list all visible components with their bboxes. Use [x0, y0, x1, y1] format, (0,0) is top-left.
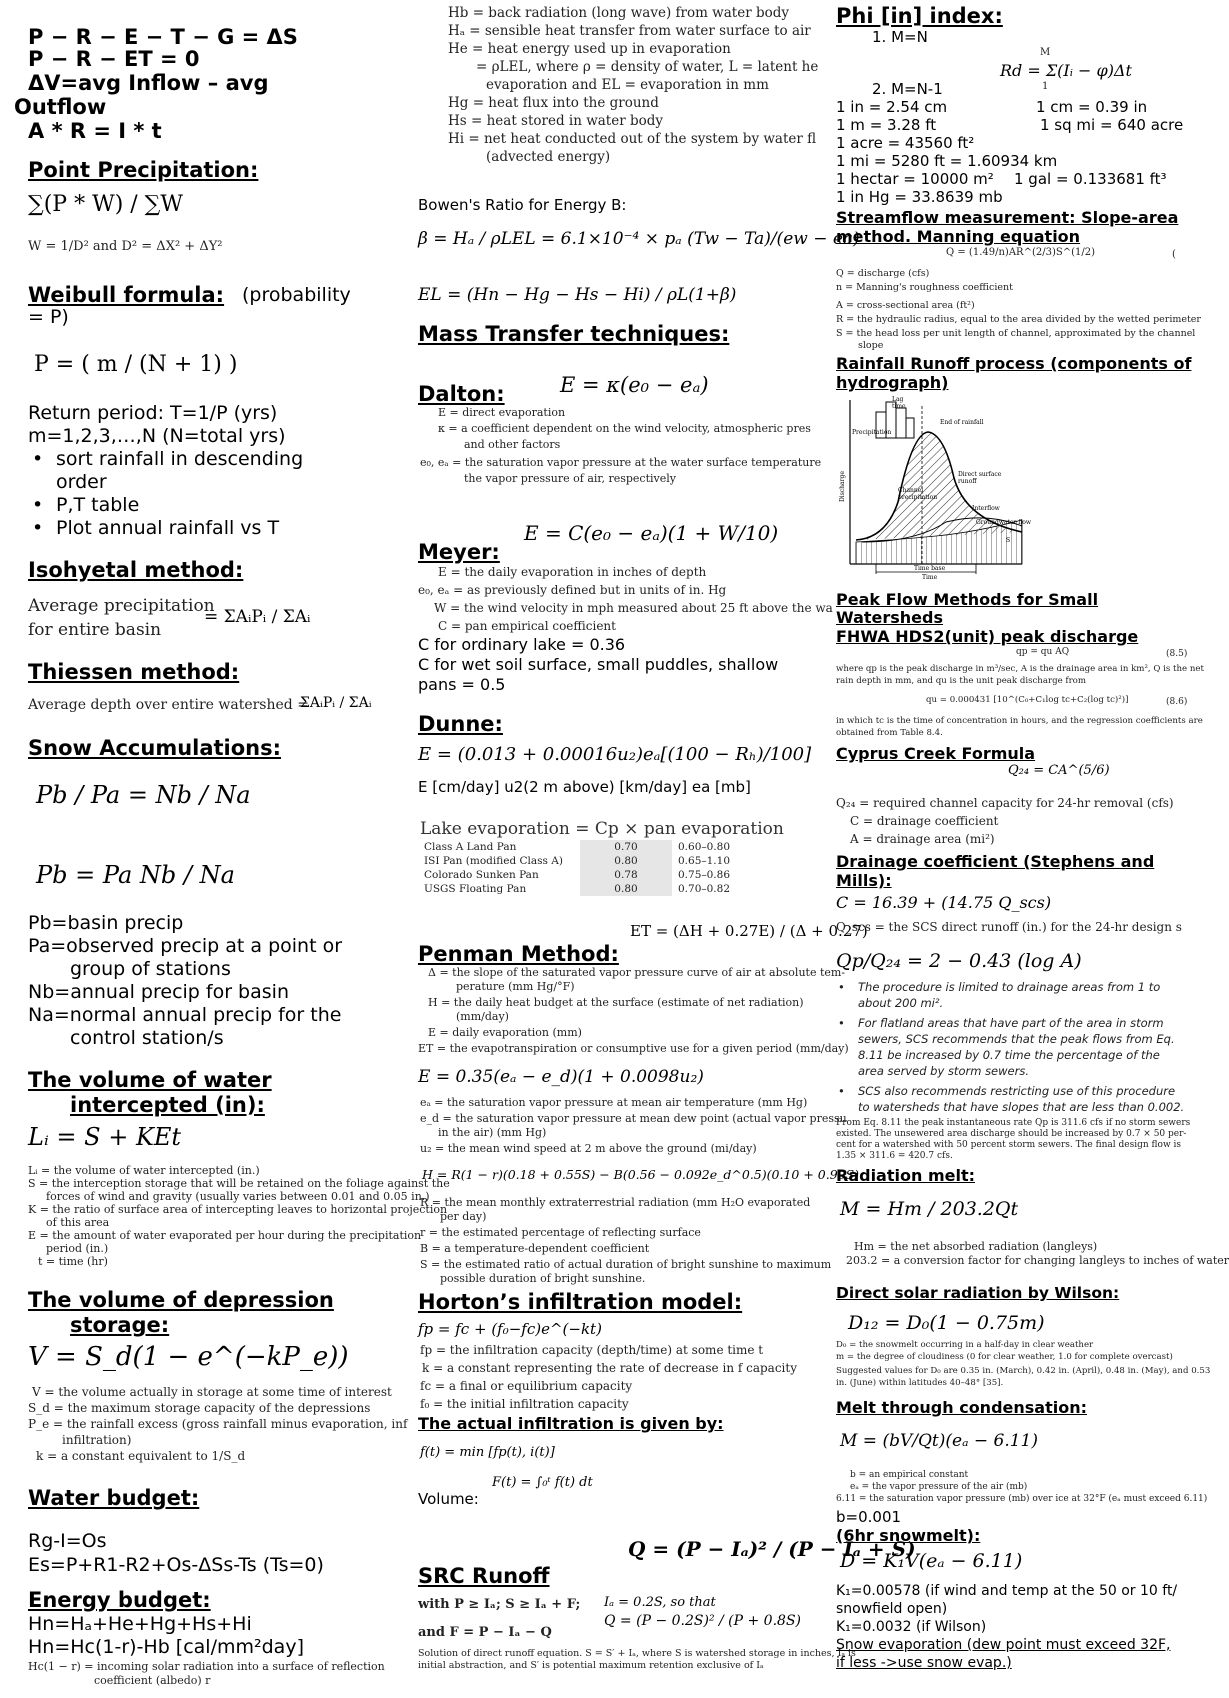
dunne-eq: E = (0.013 + 0.00016u₂)eₐ[(100 − Rₕ)/100]: [418, 744, 812, 765]
pan-range-cell: 0.75–0.86: [678, 869, 731, 881]
intercept-eq: Lᵢ = S + KEt: [28, 1123, 182, 1151]
point-precip-weight: W = 1/D² and D² = ΔX² + ΔY²: [28, 239, 223, 254]
hydro-label-channel: Channel: [898, 487, 924, 494]
bullet-dot: •: [32, 517, 44, 539]
wilson-title: Direct solar radiation by Wilson:: [836, 1284, 1120, 1302]
intercept-def-1: S = the interception storage that will be retained on the foliage against the: [28, 1177, 450, 1190]
snow-def-pa: Pa=observed precip at a point or: [28, 935, 343, 957]
manning-def-3: R = the hydraulic radius, equal to the area divided by the wetted perimeter: [836, 314, 1201, 325]
drain-bullet-2c: 8.11 be increased by 0.7 time the percentage of the: [858, 1048, 1160, 1062]
drain-example-3: cent for a watershed with 50 percent storm sewers. The final design flow is: [836, 1140, 1182, 1150]
weibull-bullet-2: P,T table: [56, 494, 140, 516]
point-precip-eq: ∑(P * W) / ∑W: [28, 192, 183, 217]
manning-eq: Q = (1.49/n)AR^(2/3)S^(1/2): [946, 247, 1095, 258]
dalton-def-3: e₀, eₐ = the saturation vapor pressure at the water surface temperature: [420, 456, 822, 469]
k-line-2: K₁=0.0032 (if Wilson): [836, 1619, 987, 1635]
penman-def3-5: possible duration of bright sunshine.: [440, 1272, 646, 1285]
hydro-label-time: Time: [922, 574, 938, 581]
fhwa-text2-1: in which tc is the time of concentration in hours, and the regression coefficients are: [836, 716, 1203, 726]
water-balance-eq-3: ΔV=avg Inflow – avg: [28, 71, 269, 95]
thiessen-title: Thiessen method:: [28, 660, 240, 684]
water-balance-eq-3b: Outflow: [14, 95, 107, 119]
b-value: b=0.001: [836, 1508, 902, 1526]
penman-def2-3: u₂ = the mean wind speed at 2 m above the ground (mi/day): [420, 1142, 757, 1155]
hydro-label-interflow: Interflow: [972, 505, 1000, 512]
drain-bullet-2b: sewers, SCS recommends that the peak flows from Eq.: [858, 1032, 1175, 1046]
phi-item-1: 1. M=N: [872, 28, 928, 46]
wilson-def-1: m = the degree of cloudiness (0 for clear weather, 1.0 for complete overcast): [836, 1352, 1173, 1362]
energy-def-hs: Hs = heat stored in water body: [448, 113, 664, 129]
horton-title: Horton’s infiltration model:: [418, 1290, 743, 1314]
hydro-label-end: End of rainfall: [940, 419, 984, 426]
snow-eq-1: Pb / Pa = Nb / Na: [36, 781, 251, 809]
meyer-def-2: W = the wind velocity in mph measured about 25 ft above the wa: [434, 601, 833, 615]
energy-def-hb: Hb = back radiation (long wave) from water body: [448, 5, 789, 21]
condensation-def-0: b = an empirical constant: [850, 1470, 969, 1480]
intercept-def-0: Lᵢ = the volume of water intercepted (in.): [28, 1164, 260, 1177]
thiessen-eq: ΣAᵢPᵢ / ΣAᵢ: [300, 695, 372, 711]
pan-avg-cell: 0.80: [580, 882, 672, 896]
weibull-bullet-1: sort rainfall in descending: [56, 448, 304, 470]
meyer-eq: E = C(e₀ − eₐ)(1 + W/10): [524, 521, 779, 545]
manning-def-5: slope: [858, 340, 884, 351]
conv-inhg: 1 in Hg = 33.8639 mb: [836, 188, 1003, 206]
isohyetal-label-1: Average precipitation: [28, 596, 215, 616]
snow-eq-2: Pb = Pa Nb / Na: [36, 861, 235, 889]
drain-bullet-2d: area served by storm sewers.: [858, 1064, 1029, 1078]
water-budget-line-1: Rg-I=Os: [28, 1530, 107, 1552]
depression-eq: V = S_d(1 − e^(−kP_e)): [28, 1342, 349, 1372]
lake-evap-eq: Lake evaporation = Cp × pan evaporation: [420, 819, 784, 839]
horton-def-0: fp = the infiltration capacity (depth/time) at some time t: [420, 1343, 764, 1357]
depression-def-4: k = a constant equivalent to 1/S_d: [36, 1449, 246, 1463]
bullet-dot: •: [838, 1016, 845, 1030]
depression-def-3: infiltration): [62, 1433, 132, 1447]
weibull-return-period: Return period: T=1/P (yrs): [28, 402, 278, 424]
weibull-m-def: m=1,2,3,…,N (N=total yrs): [28, 425, 286, 447]
drainage-title-2: Mills):: [836, 871, 892, 890]
penman-def-0: Δ = the slope of the saturated vapor pressure curve of air at absolute tem-: [428, 966, 846, 979]
weibull-bullet-3: Plot annual rainfall vs T: [56, 517, 280, 539]
fhwa-text2-2: obtained from Table 8.4.: [836, 728, 943, 738]
penman-def2-2: in the air) (mm Hg): [438, 1126, 547, 1139]
hydro-label-ground: Groundwater flow: [976, 519, 1032, 526]
penman-def-2: H = the daily heat budget at the surface (estimate of net radiation): [428, 996, 804, 1009]
energy-def-hi: Hi = net heat conducted out of the system by water fl: [448, 131, 817, 147]
penman-def3-1: per day): [440, 1210, 487, 1223]
water-budget-line-2: Es=P+R1-R2+Os-ΔSs-Ts (Ts=0): [28, 1554, 324, 1576]
mass-transfer-title: Mass Transfer techniques:: [418, 322, 730, 346]
src-eq: Q = (P − Iₐ)² / (P − Iₐ + S): [628, 1537, 916, 1561]
wilson-def-0: D₀ = the snowmelt occurring in a half-day in clear weather: [836, 1340, 1094, 1350]
isohyetal-title: Isohyetal method:: [28, 558, 244, 582]
energy-budget-title: Energy budget:: [28, 1588, 211, 1612]
pan-range-cell: 0.60–0.80: [678, 841, 731, 853]
radiation-melt-title: Radiation melt:: [836, 1166, 975, 1185]
water-balance-eq-1: P − R − E − T − G = ΔS: [28, 25, 298, 49]
pan-type-cell: ISI Pan (modified Class A): [424, 855, 563, 867]
manning-def-4: S = the head loss per unit length of channel, approximated by the channel: [836, 328, 1196, 339]
intercept-title-1: The volume of water: [28, 1068, 272, 1092]
intercept-def-4: of this area: [46, 1216, 110, 1229]
phi-sum-top: M: [1040, 47, 1051, 58]
water-budget-title: Water budget:: [28, 1486, 200, 1510]
hydro-label-direct2: runoff: [958, 478, 977, 485]
penman-def3-3: B = a temperature-dependent coefficient: [420, 1242, 650, 1255]
hydro-label-channel2: precipitation: [898, 494, 938, 501]
rainfall-runoff-title-2: hydrograph): [836, 373, 949, 392]
dalton-def-0: E = direct evaporation: [438, 406, 566, 419]
manning-def-2: A = cross-sectional area (ft²): [836, 300, 975, 311]
penman-def-1: perature (mm Hg/°F): [456, 980, 575, 993]
manning-def-1: n = Manning's roughness coefficient: [836, 282, 1013, 293]
point-precip-title: Point Precipitation:: [28, 158, 259, 182]
fhwa-eq-2: qu = 0.000431 [10^(C₀+C₁log tc+C₂(log tc)²)]: [926, 695, 1129, 705]
hydrograph-diagram: [836, 392, 1032, 581]
fhwa-title: FHWA HDS2(unit) peak discharge: [836, 627, 1139, 646]
meyer-line-1: C for wet soil surface, small puddles, shallow: [418, 655, 779, 674]
radiation-melt-def-1: 203.2 = a conversion factor for changing langleys to inches of water: [846, 1254, 1229, 1267]
hydro-label-precip: Precipitation: [852, 429, 892, 436]
conv-acre: 1 acre = 43560 ft²: [836, 134, 975, 152]
meyer-line-2: pans = 0.5: [418, 675, 506, 694]
drain-bullet-2a: For flatland areas that have part of the area in storm: [858, 1016, 1164, 1030]
k-line-0: K₁=0.00578 (if wind and temp at the 50 or 10 ft/: [836, 1583, 1178, 1599]
horton-eq: fp = fc + (f₀−fc)e^(−kt): [418, 1320, 602, 1338]
radiation-melt-eq: M = Hm / 203.2Qt: [840, 1198, 1019, 1220]
weibull-title: Weibull formula:: [28, 283, 225, 307]
meyer-title: Meyer:: [418, 540, 500, 564]
dunne-title: Dunne:: [418, 712, 503, 736]
energy-def-hg: Hg = heat flux into the ground: [448, 95, 659, 111]
manning-def-0: Q = discharge (cfs): [836, 268, 930, 279]
drain-example-1: From Eq. 8.11 the peak instantaneous rate Qp is 311.6 cfs if no storm sewers: [836, 1118, 1191, 1128]
fhwa-eq-number: (8.5): [1166, 649, 1188, 659]
dalton-def-1: κ = a coefficient dependent on the wind velocity, atmospheric pres: [438, 422, 811, 435]
penman-def2-0: eₐ = the saturation vapor pressure at mean air temperature (mm Hg): [420, 1096, 808, 1109]
snow-evap-note-2: if less ->use snow evap.): [836, 1655, 1012, 1671]
depression-def-0: V = the volume actually in storage at some time of interest: [32, 1385, 392, 1399]
penman-def-5: ET = the evapotranspiration or consumptive use for a given period (mm/day): [418, 1042, 849, 1055]
src-cond-1: with P ≥ Iₐ; S ≥ Iₐ + F;: [418, 1597, 581, 1612]
horton-def-1: k = a constant representing the rate of decrease in f capacity: [422, 1361, 797, 1375]
meyer-def-3: C = pan empirical coefficient: [438, 619, 616, 633]
depression-def-1: S_d = the maximum storage capacity of the depressions: [28, 1401, 371, 1415]
pan-coefficient-table: [418, 840, 736, 896]
drain-example-4: 1.35 × 311.6 = 420.7 cfs.: [836, 1151, 953, 1161]
thiessen-label: Average depth over entire watershed =: [28, 697, 309, 713]
src-cond-2: and F = P − Iₐ − Q: [418, 1625, 552, 1640]
wilson-eq: D₁₂ = D₀(1 − 0.75m): [848, 1312, 1045, 1334]
energy-def-he-3: evaporation and EL = evaporation in mm: [486, 77, 769, 93]
conv-hectare: 1 hectar = 10000 m²: [836, 170, 994, 188]
energy-budget-line-1: Hn=Hₐ+He+Hg+Hs+Hi: [28, 1613, 252, 1635]
streamflow-title-2: method. Manning equation: [836, 227, 1081, 246]
penman-eq-3: H = R(1 − r)(0.18 + 0.55S) − B(0.56 − 0.092e_d^0.5)(0.10 + 0.90S): [422, 1167, 860, 1182]
penman-def3-2: r = the estimated percentage of reflecting surface: [420, 1226, 701, 1239]
condensation-title: Melt through condensation:: [836, 1398, 1087, 1417]
pan-range-cell: 0.70–0.82: [678, 883, 731, 895]
bowen-eq-2: EL = (Hn − Hg − Hs − Hi) / ρL(1+β): [418, 285, 737, 305]
pan-range-cell: 0.65–1.10: [678, 855, 731, 867]
phi-sum-bottom: 1: [1042, 81, 1049, 92]
radiation-melt-def-0: Hm = the net absorbed radiation (langleys): [854, 1240, 1098, 1253]
fhwa-text-2: rain depth in mm, and qu is the unit peak discharge from: [836, 676, 1087, 686]
depression-title-1: The volume of depression: [28, 1288, 334, 1312]
actual-infiltration-eq: f(t) = min [fp(t), i(t)]: [420, 1445, 555, 1460]
six-hr-snowmelt-eq: D = K₁V(eₐ − 6.11): [840, 1550, 1023, 1572]
intercept-def-7: t = time (hr): [38, 1255, 108, 1268]
phi-item-2: 2. M=N-1: [872, 80, 943, 98]
weibull-eq: P = ( m / (N + 1) ): [34, 352, 238, 377]
pan-avg-cell: 0.70: [580, 840, 672, 854]
six-hr-snowmelt-title: (6hr snowmelt):: [836, 1526, 981, 1545]
pan-type-cell: USGS Floating Pan: [424, 883, 527, 895]
penman-def-3: (mm/day): [456, 1010, 509, 1023]
column-right: [836, 0, 1229, 1698]
conv-gal: 1 gal = 0.133681 ft³: [1014, 170, 1167, 188]
isohyetal-label-2: for entire basin: [28, 620, 162, 640]
weibull-bullet-1b: order: [56, 471, 107, 493]
intercept-def-3: K = the ratio of surface area of intercepting leaves to horizontal projection: [28, 1203, 448, 1216]
condensation-def-2: 6.11 = the saturation vapor pressure (mb) over ice at 32°F (eₐ must exceed 6.11): [836, 1494, 1208, 1504]
bullet-dot: •: [32, 494, 44, 516]
meyer-def-0: E = the daily evaporation in inches of depth: [438, 565, 707, 579]
rainfall-runoff-title-1: Rainfall Runoff process (components of: [836, 354, 1192, 373]
column-left: [14, 0, 450, 1698]
volume-eq: F(t) = ∫₀ᵗ f(t) dt: [492, 1475, 593, 1490]
src-eq-3: Q = (P − 0.2S)² / (P + 0.8S): [604, 1613, 801, 1629]
weibull-note: (probability: [242, 284, 351, 306]
fhwa-text-1: where qp is the peak discharge in m³/sec, A is the drainage area in km², Q is the net: [836, 664, 1204, 674]
bowen-title: Bowen's Ratio for Energy B:: [418, 196, 627, 214]
condensation-eq: M = (bV/Qt)(eₐ − 6.11): [840, 1431, 1038, 1451]
fhwa-eq: qp = qu AQ: [1016, 647, 1070, 657]
drain-example-2: existed. The unsewered area discharge should be increased by 0.7 × 50 per-: [836, 1129, 1187, 1139]
drain-bullet-1a: The procedure is limited to drainage areas from 1 to: [858, 980, 1161, 994]
fhwa-eq2-number: (8.6): [1166, 697, 1188, 707]
pan-avg-cell: 0.80: [580, 854, 672, 868]
bullet-dot: •: [32, 448, 44, 470]
depression-def-2: P_e = the rainfall excess (gross rainfall minus evaporation, inf: [28, 1417, 408, 1431]
energy-def-ha: Hₐ = sensible heat transfer from water surface to air: [448, 23, 811, 39]
pan-table-row: [418, 840, 736, 854]
isohyetal-eq: = ΣAᵢPᵢ / ΣAᵢ: [204, 607, 311, 627]
dalton-eq: E = κ(e₀ − eₐ): [560, 373, 709, 397]
pan-type-cell: Class A Land Pan: [424, 841, 517, 853]
peak-flow-title-1: Peak Flow Methods for Small: [836, 590, 1099, 609]
hydro-label-lag2: time: [892, 403, 906, 410]
bullet-dot: •: [838, 1084, 845, 1098]
dalton-def-4: the vapor pressure of air, respectively: [464, 472, 676, 485]
penman-title: Penman Method:: [418, 942, 619, 966]
pan-table-row: [418, 882, 736, 896]
water-balance-eq-2: P − R − ET = 0: [28, 47, 200, 71]
actual-infiltration-title: The actual infiltration is given by:: [418, 1414, 724, 1433]
pan-type-cell: Colorado Sunken Pan: [424, 869, 539, 881]
intercept-def-2: forces of wind and gravity (usually varies between 0.01 and 0.05 in.): [46, 1190, 430, 1203]
hydro-label-timebase: Time base: [914, 565, 946, 572]
conv-m-ft: 1 m = 3.28 ft: [836, 116, 937, 134]
penman-def3-4: S = the estimated ratio of actual duration of bright sunshine to maximum: [420, 1258, 832, 1271]
drainage-def: Q_scs = the SCS direct runoff (in.) for the 24-hr design s: [836, 920, 1182, 934]
conv-in-cm: 1 in = 2.54 cm: [836, 98, 948, 116]
k-line-1: snowfield open): [836, 1601, 948, 1617]
src-note-1: Solution of direct runoff equation. S = S′ + Iₐ, where S is watershed storage in inches, Iₐ is: [418, 1648, 856, 1659]
drain-bullet-3b: to watersheds that have slopes that are less than 0.002.: [858, 1100, 1185, 1114]
dalton-title: Dalton:: [418, 382, 505, 406]
cyprus-def-1: C = drainage coefficient: [850, 814, 999, 828]
cyprus-eq: Q₂₄ = CA^(5/6): [1008, 763, 1110, 778]
bullet-dot: •: [838, 980, 845, 994]
energy-def-he: He = heat energy used up in evaporation: [448, 41, 731, 57]
intercept-def-6: period (in.): [46, 1242, 109, 1255]
snow-def-na-2: control station/s: [70, 1027, 224, 1049]
cyprus-title: Cyprus Creek Formula: [836, 744, 1036, 763]
intercept-def-5: E = the amount of water evaporated per hour during the precipitation: [28, 1229, 422, 1242]
src-runoff-title: SRC Runoff: [418, 1564, 550, 1588]
pan-table-row: [418, 854, 736, 868]
wilson-def-2: Suggested values for D₀ are 0.35 in. (March), 0.42 in. (April), 0.48 in. (May), and 0.53: [836, 1366, 1211, 1376]
drainage-eq: C = 16.39 + (14.75 Q_scs): [836, 893, 1052, 912]
peak-flow-title-2: Watersheds: [836, 608, 944, 627]
hydro-label-lag: Lag: [892, 396, 904, 403]
pan-table-row: [418, 868, 736, 882]
snow-def-pb: Pb=basin precip: [28, 912, 184, 934]
intercept-title-2: intercepted (in):: [70, 1093, 265, 1117]
snow-def-na: Na=normal annual precip for the: [28, 1004, 342, 1026]
phi-index-title: Phi [in] index:: [836, 4, 1003, 28]
drain-bullet-1b: about 200 mi².: [858, 996, 944, 1010]
meyer-def-1: e₀, eₐ = as previously defined but in units of in. Hg: [418, 583, 727, 597]
volume-label: Volume:: [418, 1490, 479, 1508]
energy-note-1: Hc(1 − r) = incoming solar radiation into a surface of reflection: [28, 1660, 385, 1673]
penman-et-eq: ET = (ΔH + 0.27E) / (Δ + 0.27): [630, 922, 868, 940]
wilson-def-3: in. (June) within latitudes 40–48° [35].: [836, 1378, 1004, 1388]
hydro-label-s: S: [1006, 537, 1011, 544]
meyer-line-0: C for ordinary lake = 0.36: [418, 635, 626, 654]
horton-def-2: fc = a final or equilibrium capacity: [420, 1379, 633, 1393]
horton-def-3: f₀ = the initial infiltration capacity: [420, 1397, 629, 1411]
conv-mile: 1 mi = 5280 ft = 1.60934 km: [836, 152, 1058, 170]
src-note-2: initial abstraction, and S′ is potential maximum retention exclusive of Iₐ: [418, 1660, 764, 1671]
snow-title: Snow Accumulations:: [28, 736, 282, 760]
hydro-label-direct: Direct surface: [958, 471, 1002, 478]
snow-def-pa-2: group of stations: [70, 958, 231, 980]
snow-evap-note-1: Snow evaporation (dew point must exceed 32F,: [836, 1637, 1171, 1653]
dalton-def-2: and other factors: [464, 438, 561, 451]
weibull-note-2: = P): [28, 306, 69, 328]
hydro-label-discharge: Discharge: [839, 471, 846, 502]
manning-eq-number: (: [1172, 249, 1176, 260]
penman-def-4: E = daily evaporation (mm): [428, 1026, 582, 1039]
cyprus-def-2: A = drainage area (mi²): [850, 832, 995, 846]
cyprus-def-0: Q₂₄ = required channel capacity for 24-hr removal (cfs): [836, 796, 1174, 810]
energy-note-2: coefficient (albedo) r: [94, 1674, 211, 1687]
drainage-eq-2: Qp/Q₂₄ = 2 − 0.43 (log A): [836, 950, 1082, 972]
dunne-units: E [cm/day] u2(2 m above) [km/day] ea [mb]: [418, 778, 751, 796]
conv-cm-in: 1 cm = 0.39 in: [1036, 98, 1148, 116]
condensation-def-1: eₐ = the vapor pressure of the air (mb): [850, 1482, 1028, 1492]
streamflow-title-1: Streamflow measurement: Slope-area: [836, 208, 1179, 227]
depression-title-2: storage:: [70, 1313, 170, 1337]
src-eq-2: Iₐ = 0.2S, so that: [604, 1595, 716, 1610]
penman-def3-0: R = the mean monthly extraterrestrial radiation (mm H₂O evaporated: [420, 1196, 811, 1209]
snow-def-nb: Nb=annual precip for basin: [28, 981, 289, 1003]
phi-eq: Rd = Σ(Iᵢ − φ)Δt: [1000, 61, 1132, 80]
penman-def2-1: e_d = the saturation vapor pressure at mean dew point (actual vapor pressu: [420, 1112, 847, 1125]
energy-def-hi-2: (advected energy): [486, 149, 611, 165]
drain-bullet-3a: SCS also recommends restricting use of this procedure: [858, 1084, 1176, 1098]
conv-sqmi: 1 sq mi = 640 acre: [1040, 116, 1184, 134]
pan-avg-cell: 0.78: [580, 868, 672, 882]
drainage-title-1: Drainage coefficient (Stephens and: [836, 852, 1155, 871]
energy-budget-line-2: Hn=Hc(1-r)-Hb [cal/mm²day]: [28, 1636, 304, 1658]
penman-eq-2: E = 0.35(eₐ − e_d)(1 + 0.0098u₂): [418, 1067, 704, 1087]
area-rain-eq: A * R = I * t: [28, 119, 162, 143]
energy-def-he-2: = ρLEL, where ρ = density of water, L = latent he: [476, 59, 819, 75]
bowen-eq-1: β = Hₐ / ρLEL = 6.1×10⁻⁴ × pₐ (Tw − Ta)/(ew − ea): [418, 229, 860, 249]
